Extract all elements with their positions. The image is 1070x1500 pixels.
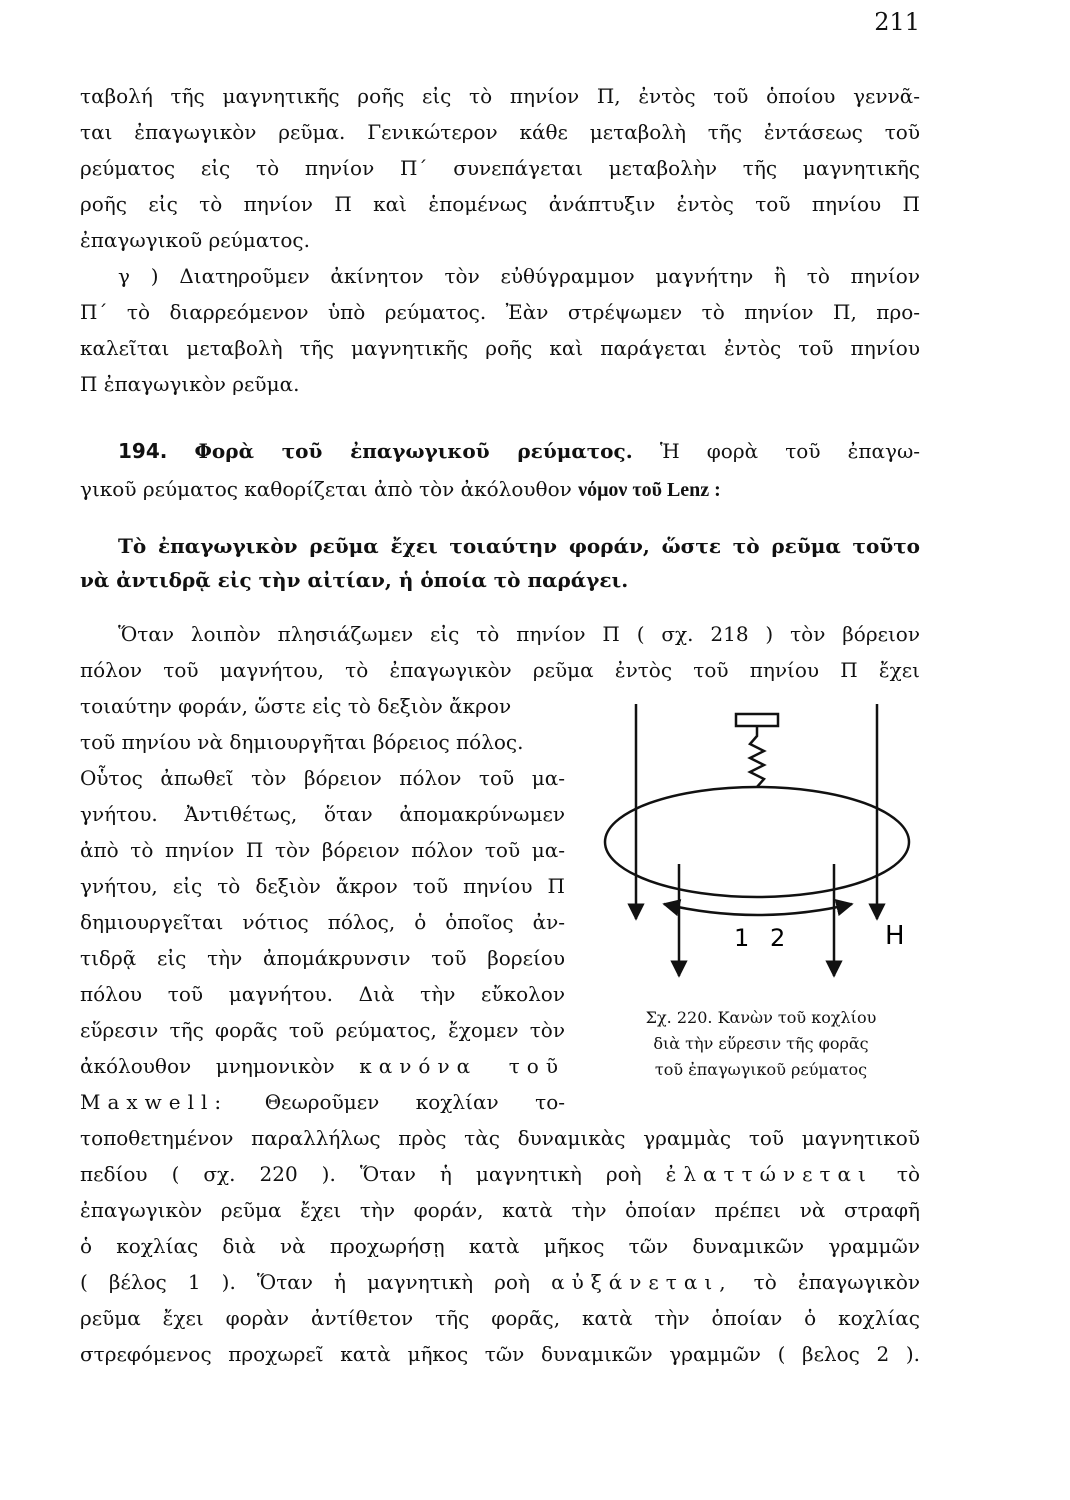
text-line: πόλον τοῦ μαγνήτου, τὸ ἐπαγωγικὸν ρεῦμα ἐντὸς τοῦ πηνίου Π ἔχει xyxy=(80,658,920,682)
text-line: τιδρᾷ εἰς τὴν ἀπομάκρυνσιν τοῦ βορείου xyxy=(80,946,565,970)
text-line: καλεῖται μεταβολὴ τῆς μαγνητικῆς ροῆς καὶ παράγεται ἐντὸς τοῦ πηνίου xyxy=(80,336,920,360)
text-line: Ὅταν λοιπὸν πλησιάζωμεν εἰς τὸ πηνίον Π ( σχ. 218 ) τὸν βόρειον xyxy=(118,622,920,646)
arrow-label-1: 1 xyxy=(734,924,750,952)
screw-thread-icon xyxy=(750,726,764,787)
figure-caption: τοῦ ἐπαγωγικοῦ ρεύματος xyxy=(654,1060,868,1079)
text-line: τοῦ πηνίου νὰ δημιουργῆται βόρειος πόλος. xyxy=(80,730,524,754)
text-line: γ ) Διατηροῦμεν ἀκίνητον τὸν εὐθύγραμμον μαγνήτην ἢ τὸ πηνίον xyxy=(118,264,920,288)
spaced-text: αὐξάνεται, xyxy=(551,1270,733,1294)
text-line: ταβολή τῆς μαγνητικῆς ροῆς εἰς τὸ πηνίον Π, ἐντὸς τοῦ ὁποίου γεννᾶ- xyxy=(80,84,920,108)
screw-head-icon xyxy=(736,714,778,726)
text-line xyxy=(80,1056,565,1076)
text-line: ται ἐπαγωγικὸν ρεῦμα. Γενικώτερον κάθε μεταβολὴ τῆς ἐντάσεως τοῦ xyxy=(80,120,920,144)
section-text: Ἡ φορὰ τοῦ ἐπαγω- xyxy=(659,439,921,463)
text-line: ροῆς εἰς τὸ πηνίον Π καὶ ἑπομένως ἀνάπτυξιν ἐντὸς τοῦ πηνίου Π xyxy=(80,192,920,216)
section-heading xyxy=(80,441,920,461)
text-line: τοποθετημένον παραλλήλως πρὸς τὰς δυναμικὰς γραμμὰς τοῦ μαγνητικοῦ xyxy=(80,1126,920,1150)
figure-caption: διὰ τὴν εὕρεσιν τῆς φορᾶς xyxy=(653,1034,869,1053)
section-title: Φορὰ τοῦ ἐπαγωγικοῦ ρεύματος. xyxy=(194,439,633,463)
text-line xyxy=(80,479,920,500)
text-line xyxy=(80,1092,565,1112)
text-line xyxy=(80,1164,920,1184)
text-line: γνήτου. Ἀντιθέτως, ὅταν ἀπομακρύνωμεν xyxy=(80,802,565,826)
text-line: ρεύματος εἰς τὸ πηνίον Π΄ συνεπάγεται μεταβολὴν τῆς μαγνητικῆς xyxy=(80,156,920,180)
text-line: γνήτου, εἰς τὸ δεξιὸν ἄκρον τοῦ πηνίου Π xyxy=(80,874,565,898)
line-text: τὸ xyxy=(896,1162,920,1186)
line-text: ( βέλος 1 ). Ὅταν ἡ μαγνητικὴ ροὴ xyxy=(80,1270,530,1294)
text-line: Οὗτος ἀπωθεῖ τὸν βόρειον πόλον τοῦ μα- xyxy=(80,766,565,790)
screw-rule-figure xyxy=(596,694,926,994)
line-text: πεδίου ( σχ. 220 ). Ὅταν ἡ μαγνητικὴ ροὴ xyxy=(80,1162,642,1186)
rotation-arrow xyxy=(664,904,852,915)
lenz-law-name: νόμον τοῦ Lenz : xyxy=(578,479,721,501)
line-text: Θεωροῦμεν κοχλίαν το- xyxy=(264,1090,565,1114)
text-line: ἐπαγωγικοῦ ρεύματος. xyxy=(80,228,310,252)
text-line: τοιαύτην φοράν, ὥστε εἰς τὸ δεξιὸν ἄκρον xyxy=(80,694,512,718)
text-line: εὕρεσιν τῆς φορᾶς τοῦ ρεύματος, ἔχομεν τὸν xyxy=(80,1018,565,1042)
field-label-h: H xyxy=(885,921,905,951)
text-line: πόλου τοῦ μαγνήτου. Διὰ τὴν εὔκολον xyxy=(80,982,565,1006)
page-number: 211 xyxy=(874,8,920,36)
text-line: Π ἐπαγωγικὸν ρεῦμα. xyxy=(80,372,300,396)
text-line: στρεφόμενος προχωρεῖ κατὰ μῆκος τῶν δυναμικῶν γραμμῶν ( βελος 2 ). xyxy=(80,1342,920,1366)
figure-caption: Σχ. 220. Κανὼν τοῦ κοχλίου xyxy=(645,1008,877,1027)
arrow-label-2: 2 xyxy=(770,924,786,952)
text-line: Π΄ τὸ διαρρεόμενον ὑπὸ ρεύματος. Ἐὰν στρέψωμεν τὸ πηνίον Π, προ- xyxy=(80,300,920,324)
line-text: ἀκόλουθον μνημονικὸν xyxy=(80,1054,335,1078)
text-line: δημιουργεῖται νότιος πόλος, ὁ ὁποῖος ἀν- xyxy=(80,910,565,934)
maxwell-name: Maxwell: xyxy=(80,1090,229,1114)
coil-loop xyxy=(605,787,909,897)
spaced-text: ἐλαττώνεται xyxy=(665,1162,873,1186)
law-statement-line: νὰ ἀντιδρᾷ εἰς τὴν αἰτίαν, ἡ ὁποία τὸ παράγει. xyxy=(80,568,629,592)
text-line: ρεῦμα ἔχει φορὰν ἀντίθετον τῆς φορᾶς, κατὰ τὴν ὁποίαν ὁ κοχλίας xyxy=(80,1306,920,1330)
text-line xyxy=(80,1272,920,1292)
line-text: γικοῦ ρεύματος καθορίζεται ἀπὸ τὸν ἀκόλουθον xyxy=(80,477,572,501)
section-number: 194. xyxy=(118,439,168,463)
law-statement-line: Τὸ ἐπαγωγικὸν ρεῦμα ἔχει τοιαύτην φοράν, ὥστε τὸ ρεῦμα τοῦτο xyxy=(118,534,920,558)
text-line: ἀπὸ τὸ πηνίον Π τὸν βόρειον πόλον τοῦ μα- xyxy=(80,838,565,862)
text-line: ὁ κοχλίας διὰ νὰ προχωρήσῃ κατὰ μῆκος τῶν δυναμικῶν γραμμῶν xyxy=(80,1234,920,1258)
spaced-text: κανόνα τοῦ xyxy=(359,1054,566,1078)
line-text: τὸ ἐπαγωγικὸν xyxy=(753,1270,921,1294)
text-line: ἐπαγωγικὸν ρεῦμα ἔχει τὴν φοράν, κατὰ τὴν ὁποίαν πρέπει νὰ στραφῆ xyxy=(80,1198,920,1222)
